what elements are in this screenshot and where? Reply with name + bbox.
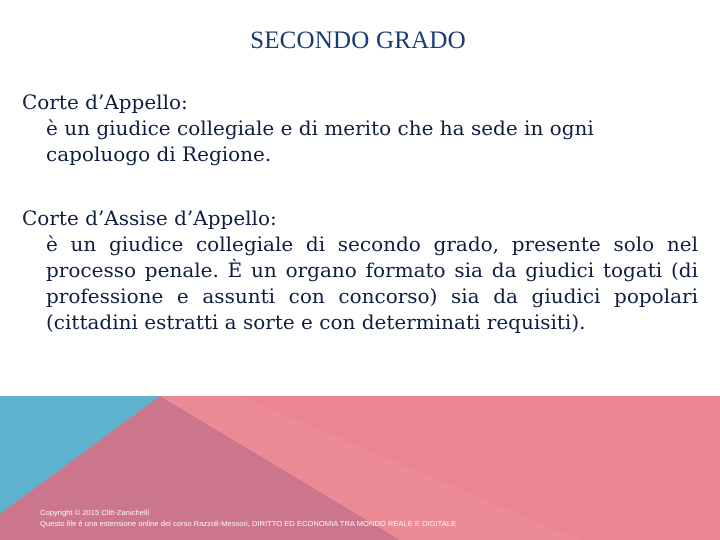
section-text-corte-assise: è un giudice collegiale di secondo grado, presente solo nel processo penale. È un organo formato sia da giudici togati (di professione e assunti con concorso) sia da giudici popolari (cittadini estratti a sorte e con determinati requisiti).: [46, 232, 698, 334]
slide-title: SECONDO GRADO: [250, 27, 466, 54]
section-text-corte-appello: è un giudice collegiale e di merito che ha sede in ogni capoluogo di Regione.: [46, 116, 594, 166]
course-note-line: Questo file è una estensione online del corso Razzoli-Messori, DIRITTO ED ECONOMIA TRA MONDO REALE E DIGITALE: [40, 519, 457, 528]
copyright-notice: [40, 507, 480, 529]
copyright-line: Copyright © 2015 Clitt-Zanichelli: [40, 508, 150, 517]
section-heading-corte-appello: Corte d’Appello:: [22, 90, 188, 114]
slide-content: [22, 89, 698, 335]
section-spacer: [22, 167, 698, 205]
section-heading-corte-assise: Corte d’Assise d’Appello:: [22, 206, 277, 230]
